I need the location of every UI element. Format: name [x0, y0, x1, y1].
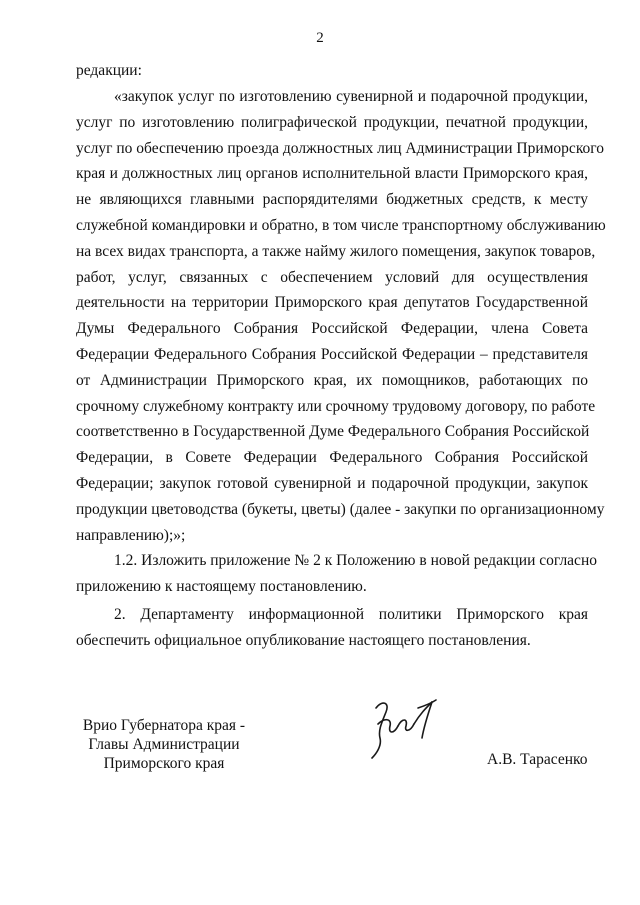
- signatory-title: [72, 716, 256, 773]
- quote-line: срочному служебному контракту или срочному трудовому договору, по работе: [76, 397, 596, 415]
- quote-line: не являющихся главными распорядителями бюджетных средств, к месту: [76, 191, 588, 209]
- signatory-title-line: Главы Администрации: [88, 736, 240, 753]
- quote-line: служебной командировки и обратно, в том числе транспортному обслуживанию: [76, 216, 606, 234]
- paragraph-line: 2. Департаменту информационной политики Приморского края: [114, 606, 588, 623]
- quote-line: продукции цветоводства (букеты, цветы) (далее - закупки по организационному: [76, 500, 605, 518]
- quote-line: Федерации Федерального Собрания Российской Федерации – представителя: [76, 345, 588, 363]
- paragraph-line: 1.2. Изложить приложение № 2 к Положению в новой редакции согласно: [114, 552, 597, 569]
- paragraph-2: [76, 602, 588, 654]
- page-number: 2: [316, 30, 324, 46]
- quote-line: Федерации; закупок готовой сувенирной и подарочной продукции, закупок: [76, 474, 588, 492]
- quote-line: Думы Федерального Собрания Российской Федерации, члена Совета: [76, 320, 588, 338]
- quote-line: на всех видах транспорта, а также найму жилого помещения, закупок товаров,: [76, 242, 596, 260]
- quote-line: от Администрации Приморского края, их помощников, работающих по: [76, 371, 588, 389]
- quote-line: края и должностных лиц органов исполнительной власти Приморского края,: [76, 165, 588, 183]
- paragraph-1-2: [76, 548, 597, 600]
- quote-line: «закупок услуг по изготовлению сувенирной и подарочной продукции,: [114, 88, 588, 105]
- intro-line: редакции:: [76, 62, 142, 79]
- handwritten-signature: [368, 694, 440, 764]
- quote-line: деятельности на территории Приморского края депутатов Государственной: [76, 294, 588, 312]
- quote-line: Федерации, в Совете Федерации Федерального Собрания Российской: [76, 449, 588, 467]
- paragraph-line: приложению к настоящему постановлению.: [76, 577, 367, 595]
- quoted-amendment: [76, 84, 606, 548]
- quote-line: соответственно в Государственной Думе Федерального Собрания Российской: [76, 423, 590, 441]
- signatory-name: А.В. Тарасенко: [487, 751, 588, 768]
- paragraph-line: обеспечить официальное опубликование настоящего постановления.: [76, 631, 531, 649]
- quote-line: направлению);»;: [76, 526, 186, 544]
- signatory-title-line: Приморского края: [103, 755, 225, 772]
- intro-line-block: [76, 58, 588, 84]
- quote-line: работ, услуг, связанных с обеспечением условий для осуществления: [76, 268, 588, 286]
- quote-line: услуг по изготовлению полиграфической продукции, печатной продукции,: [76, 113, 588, 131]
- signatory-title-line: Врио Губернатора края -: [82, 717, 246, 734]
- quote-line: услуг по обеспечению проезда должностных лиц Администрации Приморского: [76, 139, 605, 157]
